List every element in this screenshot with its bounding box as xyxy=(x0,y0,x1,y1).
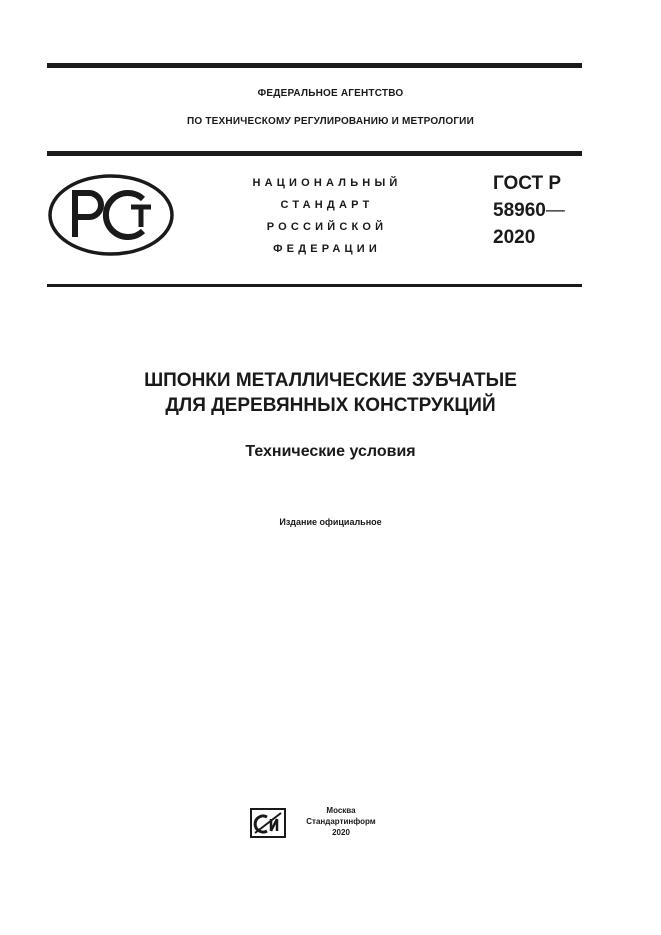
publisher-name: Стандартинформ xyxy=(306,817,376,826)
rst-certification-mark-icon xyxy=(47,173,175,257)
standard-type-line-4: ФЕДЕРАЦИИ xyxy=(273,243,381,255)
designation-dash: — xyxy=(545,200,565,221)
agency-line-1: ФЕДЕРАЛЬНОЕ АГЕНТСТВО xyxy=(257,88,404,99)
top-rule xyxy=(47,63,582,68)
standard-type-line-2: СТАНДАРТ xyxy=(280,199,374,211)
standartinform-logo-icon xyxy=(250,808,286,838)
designation-year: 2020 xyxy=(493,227,536,248)
agency-line-2: ПО ТЕХНИЧЕСКОМУ РЕГУЛИРОВАНИЮ И МЕТРОЛОГИИ xyxy=(187,116,474,127)
publisher-year: 2020 xyxy=(332,828,350,837)
title-line-1: ШПОНКИ МЕТАЛЛИЧЕСКИЕ ЗУБЧАТЫЕ xyxy=(144,370,517,391)
standard-type xyxy=(236,172,418,260)
designation-number-row xyxy=(493,197,565,224)
bottom-header-rule xyxy=(47,284,582,287)
edition-note: Издание официальное xyxy=(279,517,382,527)
document-subtitle: Технические условия xyxy=(245,443,416,460)
standard-designation xyxy=(493,170,565,251)
standard-type-line-3: РОССИЙСКОЙ xyxy=(266,221,388,233)
document-title xyxy=(0,368,661,418)
publisher-info xyxy=(296,805,386,838)
title-line-2: ДЛЯ ДЕРЕВЯННЫХ КОНСТРУКЦИЙ xyxy=(165,395,496,416)
standard-type-line-1: НАЦИОНАЛЬНЫЙ xyxy=(252,177,402,189)
header-rule xyxy=(47,151,582,156)
designation-prefix: ГОСТ Р xyxy=(493,173,562,194)
designation-number: 58960 xyxy=(493,200,546,221)
publisher-city: Москва xyxy=(326,806,356,815)
